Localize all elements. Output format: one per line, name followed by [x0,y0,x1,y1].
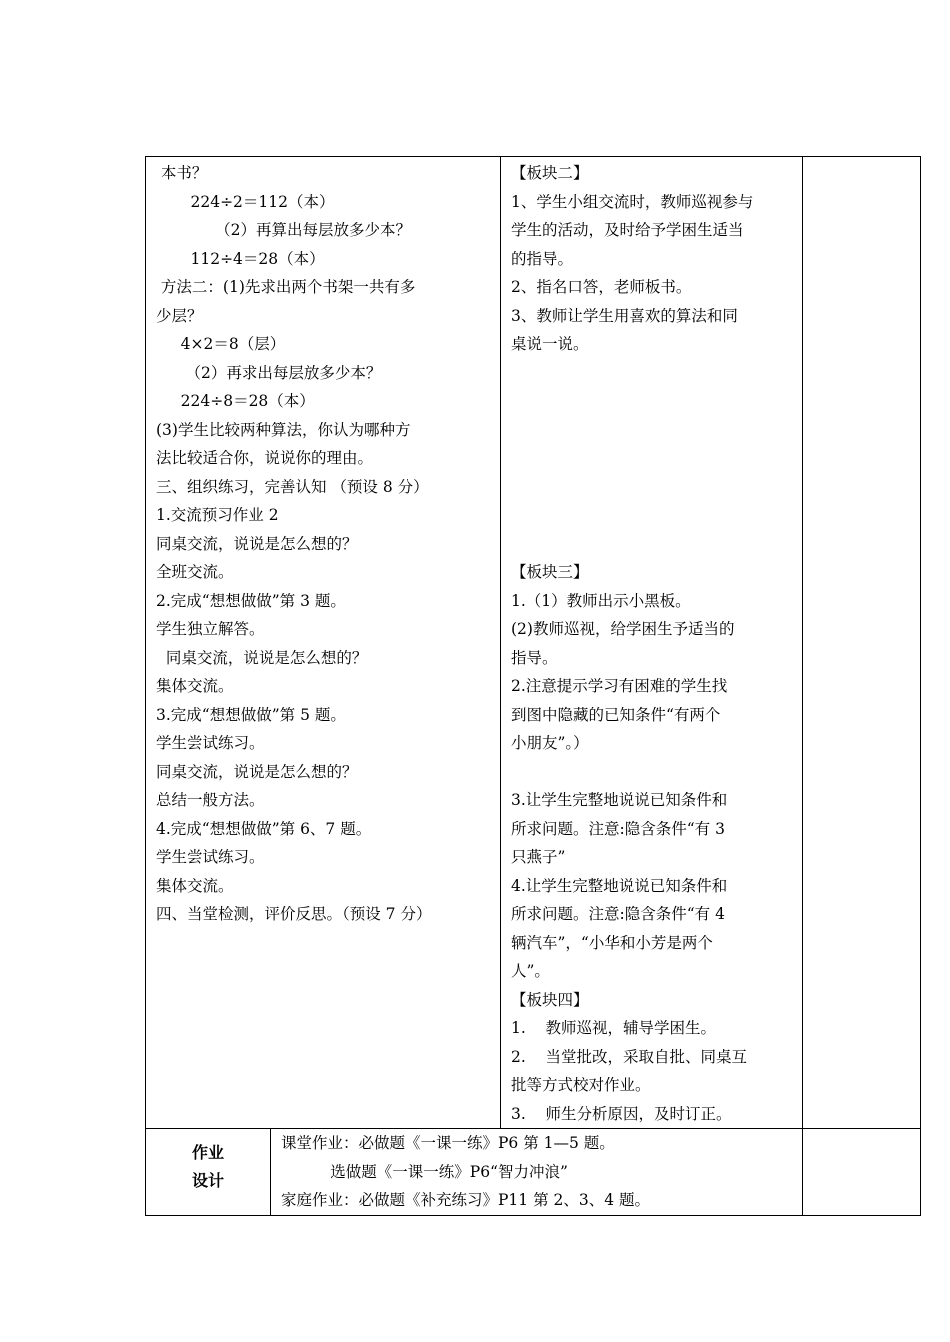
text-line: 同桌交流，说说是怎么想的？ [156,648,368,667]
text-line: 2.注意提示学习有困难的学生找 [511,677,728,695]
text-line: 小朋友”。） [511,734,589,752]
text-line: 学生独立解答。 [156,620,265,638]
text-line: 3.完成“想想做做”第 5 题。 [156,705,346,724]
text-line: 112÷4＝28（本） [156,249,325,268]
text-line: 方法二：(1)先求出两个书架一共有多 [156,278,416,296]
text-line: 【板块四】 [511,990,589,1009]
homework-content-cell [271,1129,803,1216]
text-line: 辆汽车”，“小华和小芳是两个 [511,933,713,952]
text-line: 全班交流。 [156,563,234,581]
text-line: 总结一般方法。 [156,791,265,809]
text-line: 批等方式校对作业。 [511,1076,651,1094]
text-line: （2）再求出每层放多少本？ [156,363,382,382]
text-line: 1. 教师巡视，辅导学困生。 [511,1019,716,1037]
text-line: 所求问题。注意:隐含条件“有 4 [511,905,725,923]
homework-notes-cell [803,1129,921,1216]
text-line: (3)学生比较两种算法，你认为哪种方 [156,420,411,439]
student-activity-text [146,157,500,929]
text-line: 学生尝试练习。 [156,848,265,866]
text-line: 桌说一说。 [511,335,589,353]
text-line: 【板块二】 [511,164,589,182]
text-line: 所求问题。注意:隐含条件“有 3 [511,819,725,838]
text-line: (2)教师巡视，给学困生予适当的 [511,620,735,638]
homework-line: 选做题《一课一练》P6“智力冲浪” [281,1162,568,1181]
text-line: 少层？ [156,306,203,325]
text-line: 只燕子” [511,848,566,866]
homework-line: 课堂作业：必做题《一课一练》P6 第 1—5 题。 [281,1134,615,1152]
text-line: 学生的活动，及时给予学困生适当 [511,221,744,239]
text-line: 到图中隐藏的已知条件“有两个 [511,705,721,724]
text-line: 224÷2＝112（本） [156,192,335,211]
text-line: 人”。 [511,962,550,980]
lesson-plan-table [145,156,921,1216]
text-line: 的指导。 [511,249,574,268]
homework-title-line2: 设计 [191,1171,224,1190]
text-line: （2）再算出每层放多少本？ [156,221,411,239]
text-line: 法比较适合你，说说你的理由。 [156,449,374,467]
text-line: 同桌交流，说说是怎么想的？ [156,534,358,553]
homework-title-cell [146,1129,271,1216]
text-line: 4.完成“想想做做”第 6、7 题。 [156,819,372,838]
text-line: 3.让学生完整地说说已知条件和 [511,791,728,809]
text-line: 学生尝试练习。 [156,734,265,752]
text-line: 1、学生小组交流时，教师巡视参与 [511,192,754,211]
text-line: 2. 当堂批改，采取自批、同桌互 [511,1047,747,1066]
homework-row [146,1129,921,1216]
student-activity-cell [146,157,501,1129]
text-line: 2.完成“想想做做”第 3 题。 [156,591,346,610]
text-line: 2、指名口答，老师板书。 [511,278,692,296]
text-line: 224÷8＝28（本） [156,392,315,410]
text-line: 四、当堂检测，评价反思。（预设 7 分） [156,905,432,923]
text-line: 4.让学生完整地说说已知条件和 [511,876,728,895]
homework-title-line1: 作业 [191,1143,224,1162]
notes-cell [803,157,921,1129]
text-line: 3. 师生分析原因，及时订正。 [511,1104,732,1123]
text-line: 集体交流。 [156,876,234,895]
teacher-guidance-text [501,157,802,1128]
text-line: 【板块三】 [511,563,589,581]
text-line: 1.（1）教师出示小黑板。 [511,591,691,610]
text-line: 三、组织练习，完善认知 （预设 8 分） [156,477,429,496]
text-line: 本书？ [156,164,208,182]
teacher-guidance-cell [501,157,803,1129]
text-line: 3、教师让学生用喜欢的算法和同 [511,306,738,325]
text-line: 1.交流预习作业 2 [156,506,279,524]
homework-line: 家庭作业：必做题《补充练习》P11 第 2、3、4 题。 [281,1191,651,1209]
text-line: 集体交流。 [156,677,234,695]
text-line: 指导。 [511,648,558,667]
text-line: 同桌交流，说说是怎么想的？ [156,762,358,781]
lesson-row [146,157,921,1129]
text-line: 4×2＝8（层） [156,335,286,353]
